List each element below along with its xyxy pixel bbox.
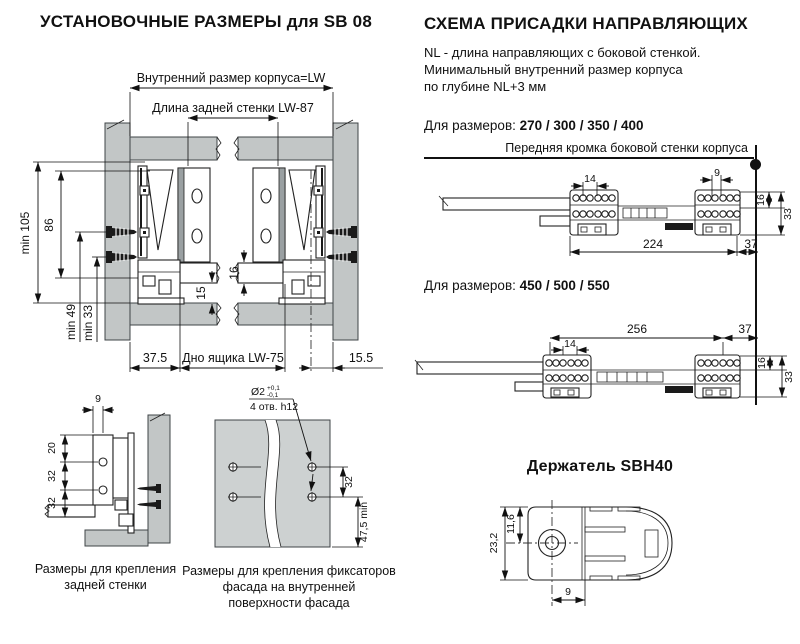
front-edge-label: Передняя кромка боковой стенки корпуса: [424, 141, 754, 159]
dim-37: 37: [744, 237, 758, 251]
dim-min105: min 105: [18, 211, 32, 255]
sizes-1-values: 270 / 300 / 350 / 400: [519, 118, 644, 133]
hole-count: 4 отв. h12: [250, 401, 299, 413]
dimension-256-37: [550, 322, 758, 360]
hole-tolerance-plus: +0,1: [267, 385, 280, 392]
hole-block-right: [695, 190, 740, 235]
back-wall-plate: [93, 435, 113, 505]
dim-14: 14: [564, 338, 576, 350]
dim-11-6: 11,6: [505, 514, 517, 534]
hole-tolerance-minus: -0,1: [267, 392, 279, 399]
rail-scheme-270-400: [425, 167, 800, 267]
hole-block-left: [570, 190, 618, 235]
right-section-title: СХЕМА ПРИСАДКИ НАПРАВЛЯЮЩИХ: [424, 14, 748, 33]
dim-9: 9: [565, 586, 571, 598]
dim-16: 16: [756, 357, 768, 369]
dim-label-inner-width: Внутренний размер корпуса=LW: [136, 71, 326, 85]
rail-scheme-450-550: [415, 300, 800, 400]
cabinet-bottom-bar: [130, 303, 333, 325]
holder-sbh40-drawing: [478, 488, 718, 633]
rail-inner-member: [415, 360, 543, 391]
dim-9: 9: [95, 393, 101, 405]
hole-diameter: Ø2: [251, 386, 266, 398]
dim-15-5: 15.5: [348, 351, 374, 365]
note-line-3: по глубине NL+3 мм: [424, 79, 547, 94]
dim-32: 32: [343, 476, 355, 488]
cabinet-bottom-bar: [85, 530, 148, 546]
dim-47-5: 47,5 min: [358, 501, 370, 543]
dim-16: 16: [227, 266, 241, 280]
dim-32b: 32: [46, 497, 58, 509]
reference-dot: [750, 159, 761, 170]
note-line-1: NL - длина направляющих с боковой стенкой.: [424, 45, 701, 60]
rail-inner-member: [439, 196, 570, 226]
holder-title: Держатель SBH40: [526, 458, 674, 475]
dimension-16-33: [740, 192, 794, 235]
facade-caption: Размеры для крепления фиксаторов фасада на внутренней поверхности фасада: [182, 564, 396, 610]
dim-32a: 32: [46, 470, 58, 482]
dim-37: 37: [738, 322, 752, 336]
back-wall-caption: Размеры для крепления задней стенки: [34, 562, 177, 592]
dim-bottom-label: Дно ящика LW-75: [182, 351, 284, 365]
dimension-9: [82, 393, 114, 433]
dim-min33: min 33: [81, 304, 95, 342]
dimension-86: [42, 171, 150, 278]
hole-block-left: [543, 355, 591, 398]
dim-224: 224: [642, 237, 664, 251]
dim-14: 14: [584, 173, 596, 185]
dim-33: 33: [783, 371, 795, 383]
dimension-16-33: [740, 356, 795, 397]
drawer-profile: [113, 433, 134, 533]
hole-block-right: [695, 355, 740, 398]
facade-fixing-drawing: [185, 382, 395, 562]
drawer-back-wall-bar: [130, 137, 333, 160]
dim-256: 256: [626, 322, 648, 336]
main-cross-section-drawing: [5, 50, 410, 390]
note-block: [424, 44, 764, 95]
dim-23-2: 23,2: [488, 532, 500, 554]
dimension-224-37: [570, 236, 758, 256]
sizes-line-1: Для размеров: 270 / 300 / 350 / 400: [424, 118, 644, 133]
dim-15: 15: [194, 286, 208, 300]
dim-min49: min 49: [64, 303, 78, 341]
dimension-9: [552, 580, 585, 606]
dim-33: 33: [782, 208, 794, 220]
dimension-min33: [81, 257, 106, 342]
dim-86: 86: [42, 218, 56, 232]
dim-20: 20: [46, 442, 58, 454]
dim-16: 16: [755, 194, 767, 206]
rail-middle-section: [591, 366, 707, 393]
holder-body: [506, 500, 672, 606]
note-line-2: Минимальный внутренний размер корпуса: [424, 62, 683, 77]
dimension-47-5: [332, 497, 370, 547]
sizes-2-values: 450 / 500 / 550: [519, 278, 610, 293]
dimension-11-6: [505, 507, 520, 543]
cabinet-side-panel: [148, 413, 170, 543]
left-section-title: УСТАНОВОЧНЫЕ РАЗМЕРЫ для SB 08: [40, 12, 372, 31]
dim-label-back-wall-length: Длина задней стенки LW-87: [152, 101, 314, 115]
dim-37-5: 37.5: [142, 351, 168, 365]
dim-9: 9: [714, 167, 720, 179]
back-wall-fixing-drawing: [25, 388, 190, 560]
sizes-line-2: Для размеров: 450 / 500 / 550: [424, 278, 610, 293]
facade-panel: [215, 420, 330, 547]
